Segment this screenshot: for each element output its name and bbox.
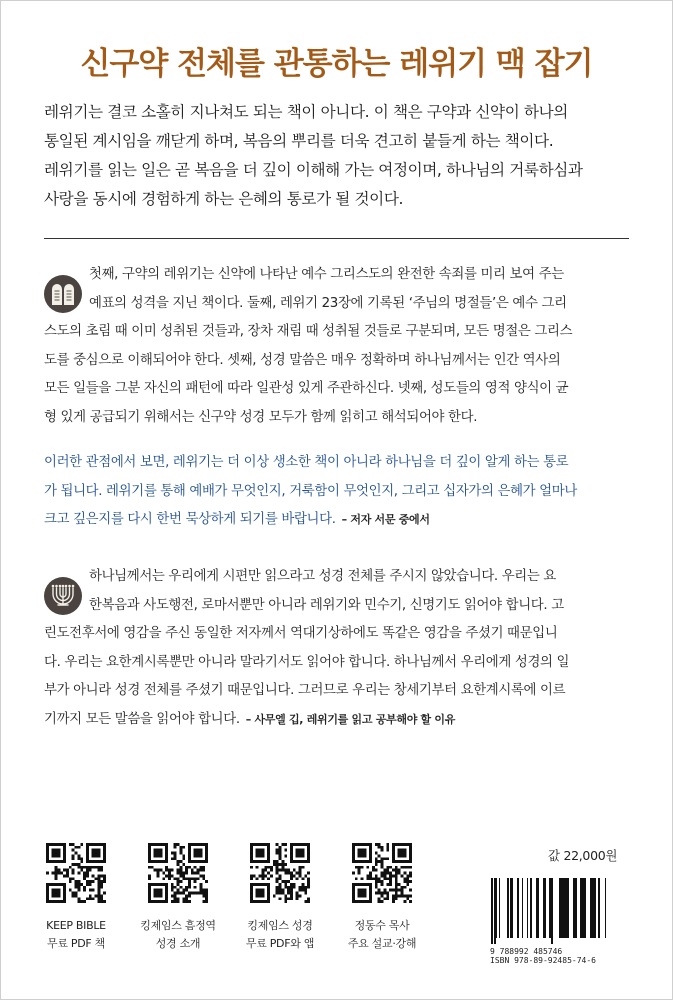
qr-label-line: 주요 설교·강해 xyxy=(347,937,417,950)
isbn-number: ISBN 978-89-92485-74-6 xyxy=(490,956,596,965)
quote-line xyxy=(44,506,634,535)
barcode-digits xyxy=(490,947,596,965)
section-1-line: 예표의 성격을 지닌 책이다. 둘째, 레위기 23장에 기록된 ‘주님의 명절들’은 예수 그리 xyxy=(89,295,567,311)
section-1-text xyxy=(44,261,634,432)
page-title: 신구약 전체를 관통하는 레위기 맥 잡기 xyxy=(80,46,593,82)
qr-code[interactable] xyxy=(148,843,208,903)
qr-code[interactable] xyxy=(46,843,106,903)
barcode-bars xyxy=(477,874,627,944)
divider xyxy=(44,238,629,239)
section-2-line: 린도전후서에 영감을 주신 동일한 저자께서 역대기상하에도 똑같은 영감을 주셨기 때문입니 xyxy=(44,626,558,641)
qr-label-line: KEEP BIBLE xyxy=(46,919,106,932)
section-2-line xyxy=(44,706,634,735)
quote-source: – 저자 서문 중에서 xyxy=(341,513,430,526)
barcode-number: 9 788992 485746 xyxy=(490,947,563,956)
section-1-line: 첫째, 구약의 레위기는 신약에 나타난 예수 그리스도의 완전한 속죄를 미리 보여 주는 xyxy=(89,267,564,282)
qr-code[interactable] xyxy=(250,843,310,903)
qr-label-line: 정동수 목사 xyxy=(354,919,410,932)
intro-paragraph xyxy=(44,98,634,214)
qr-label-line: 성경 소개 xyxy=(155,937,201,950)
quote-line: 이러한 관점에서 보면, 레위기는 더 이상 생소한 책이 아니라 하나님을 더 깊이 알게 하는 통로 xyxy=(44,455,569,470)
price: 값 22,000원 xyxy=(548,848,618,863)
qr-label-line: 킹제임스 흠정역 xyxy=(140,919,216,932)
quote-line-text: 크고 깊은지를 다시 한번 묵상하게 되기를 바랍니다. xyxy=(44,512,336,527)
quote-line: 가 됩니다. 레위기를 통해 예배가 무엇인지, 거룩함이 무엇인지, 그리고 십자가의 은혜가 얼마나 xyxy=(44,483,577,499)
intro-line: 레위기를 읽는 일은 곧 복음을 더 깊이 이해해 가는 여정이며, 하나님의 거룩하심과 xyxy=(44,161,583,179)
qr-label-line: 킹제임스 성경 xyxy=(247,919,313,932)
section-2-line: 부가 아니라 성경 전체를 주셨기 때문입니다. 그러므로 우리는 창세기부터 요한계시록에 이르 xyxy=(44,683,566,698)
qr-label xyxy=(322,917,442,953)
quote-source: – 사무엘 깁, 레위기를 읽고 공부해야 할 이유 xyxy=(245,712,456,726)
intro-line: 통일된 계시임을 깨닫게 하며, 복음의 뿌리를 더욱 견고히 붙들게 하는 책이다. xyxy=(44,132,554,150)
intro-line: 사랑을 동시에 경험하게 하는 은혜의 통로가 될 것이다. xyxy=(44,190,404,208)
section-2-line-text: 기까지 모든 말씀을 읽어야 합니다. xyxy=(44,711,240,727)
section-2-text xyxy=(44,563,634,734)
section-1-line: 형 있게 공급되기 위해서는 신구약 성경 모두가 함께 읽히고 해석되어야 한다. xyxy=(44,409,478,425)
section-2-line: 다. 우리는 요한계시록뿐만 아니라 말라기서도 읽어야 합니다. 하나님께서 우리에게 성경의 일 xyxy=(44,654,570,670)
section-1-line: 도를 중심으로 이해되어야 한다. 셋째, 성경 말씀은 매우 정확하며 하나님께서는 인간 역사의 xyxy=(44,352,561,368)
section-1-line: 스도의 초림 때 이미 성취된 것들과, 장차 재림 때 성취될 것들로 구분되며, 모든 명절은 그리스 xyxy=(44,324,573,339)
section-1-line: 모든 일들을 그분 자신의 패턴에 따라 일관성 있게 주관하신다. 넷째, 성도들의 영적 양식이 균 xyxy=(44,381,569,396)
qr-label-line: 무료 PDF 책 xyxy=(47,937,105,950)
author-preface-quote xyxy=(44,449,634,535)
qr-code[interactable] xyxy=(352,843,412,903)
qr-label-line: 무료 PDF와 앱 xyxy=(245,937,315,950)
intro-line: 레위기는 결코 소홀히 지나쳐도 되는 책이 아니다. 이 책은 구약과 신약이 하나의 xyxy=(44,103,568,121)
section-2-line: 하나님께서는 우리에게 시편만 읽으라고 성경 전체를 주시지 않았습니다. 우리는 요 xyxy=(89,569,556,584)
section-2-line: 한복음과 사도행전, 로마서뿐만 아니라 레위기와 민수기, 신명기도 읽어야 합니다. 고 xyxy=(89,597,564,613)
